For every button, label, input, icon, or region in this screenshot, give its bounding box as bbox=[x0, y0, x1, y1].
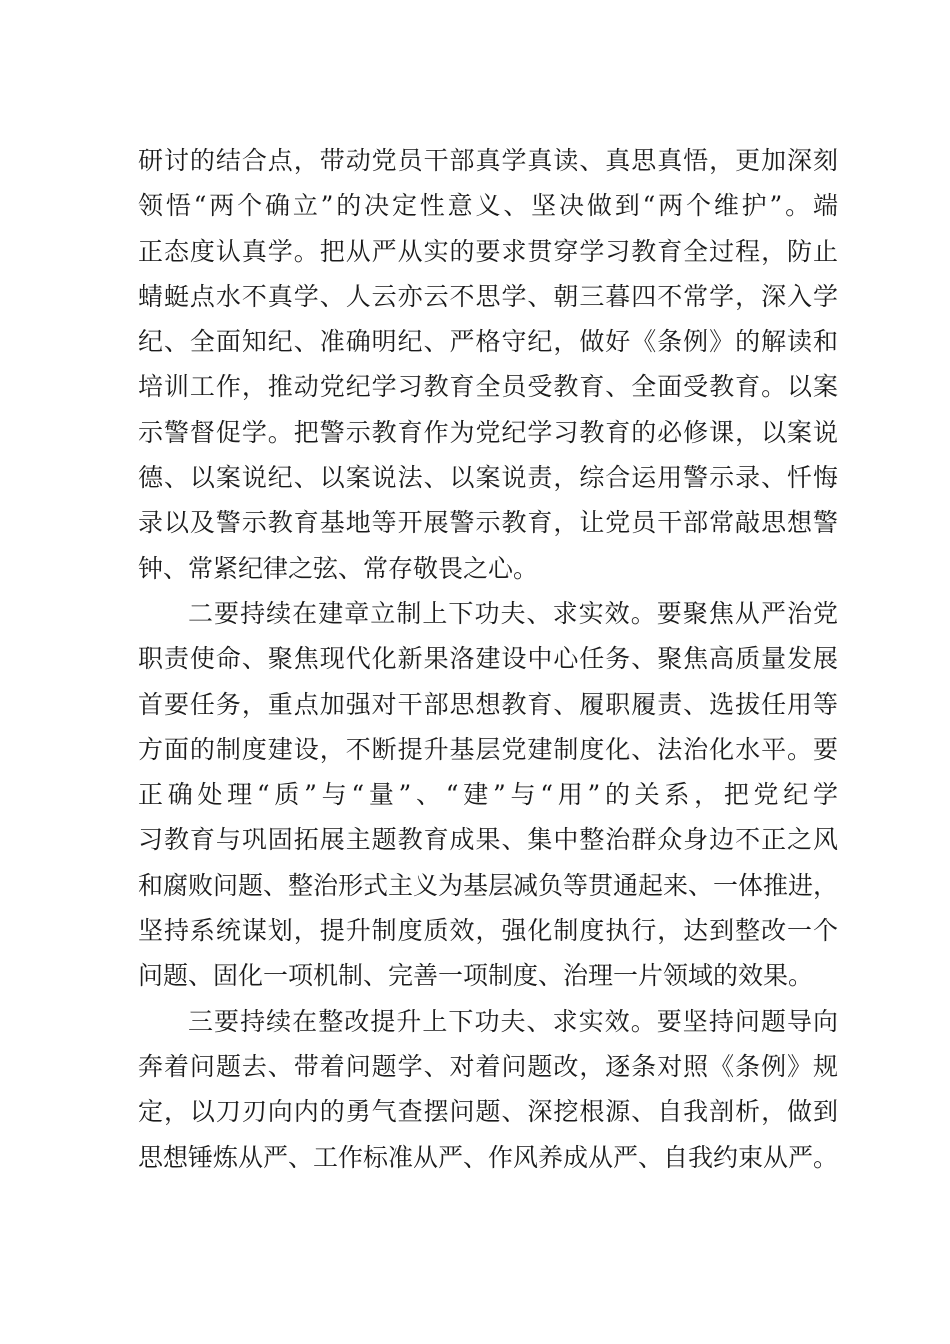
text-line: 录以及警示教育基地等开展警示教育，让党员干部常敲思想警 bbox=[138, 508, 838, 538]
text-line: 方面的制度建设，不断提升基层党建制度化、法治化水平。要 bbox=[138, 734, 838, 764]
text-line: 定，以刀刃向内的勇气查摆问题、深挖根源、自我剖析，做到 bbox=[138, 1097, 838, 1127]
text-line: 钟、常紧纪律之弦、常存敬畏之心。 bbox=[138, 553, 539, 583]
text-line: 和腐败问题、整治形式主义为基层减负等贯通起来、一体推进， bbox=[138, 870, 839, 900]
text-line: 首要任务，重点加强对干部思想教育、履职履责、选拔任用等 bbox=[138, 689, 838, 719]
text-line: 纪、全面知纪、准确明纪、严格守纪，做好《条例》的解读和 bbox=[138, 327, 838, 357]
text-line: 正确处理“质”与“量”、“建”与“用”的关系，把党纪学 bbox=[138, 780, 838, 810]
text-line: 正态度认真学。把从严从实的要求贯穿学习教育全过程，防止 bbox=[138, 236, 838, 266]
text-line: 问题、固化一项机制、完善一项制度、治理一片领域的效果。 bbox=[138, 961, 814, 991]
text-line: 三要持续在整改提升上下功夫、求实效。要坚持问题导向 bbox=[188, 1006, 838, 1036]
text-line: 职责使命、聚焦现代化新果洛建设中心任务、聚焦高质量发展 bbox=[138, 644, 838, 674]
text-line: 研讨的结合点，带动党员干部真学真读、真思真悟，更加深刻 bbox=[138, 146, 838, 175]
text-line: 习教育与巩固拓展主题教育成果、集中整治群众身边不正之风 bbox=[138, 825, 838, 855]
text-line: 领悟“两个确立”的决定性意义、坚决做到“两个维护”。端 bbox=[138, 191, 838, 221]
text-line: 二要持续在建章立制上下功夫、求实效。要聚焦从严治党 bbox=[188, 598, 838, 628]
text-line: 培训工作，推动党纪学习教育全员受教育、全面受教育。以案 bbox=[138, 372, 838, 402]
text-line: 蜻蜓点水不真学、人云亦云不思学、朝三暮四不常学，深入学 bbox=[138, 281, 838, 311]
text-line: 示警督促学。把警示教育作为党纪学习教育的必修课，以案说 bbox=[138, 417, 838, 447]
text-line: 坚持系统谋划，提升制度质效，强化制度执行，达到整改一个 bbox=[138, 916, 838, 946]
text-line: 德、以案说纪、以案说法、以案说责，综合运用警示录、忏悔 bbox=[138, 463, 838, 493]
text-line: 奔着问题去、带着问题学、对着问题改，逐条对照《条例》规 bbox=[138, 1051, 838, 1081]
text-line: 思想锤炼从严、工作标准从严、作风养成从严、自我约束从严。 bbox=[138, 1142, 839, 1172]
document-body bbox=[138, 138, 838, 1180]
